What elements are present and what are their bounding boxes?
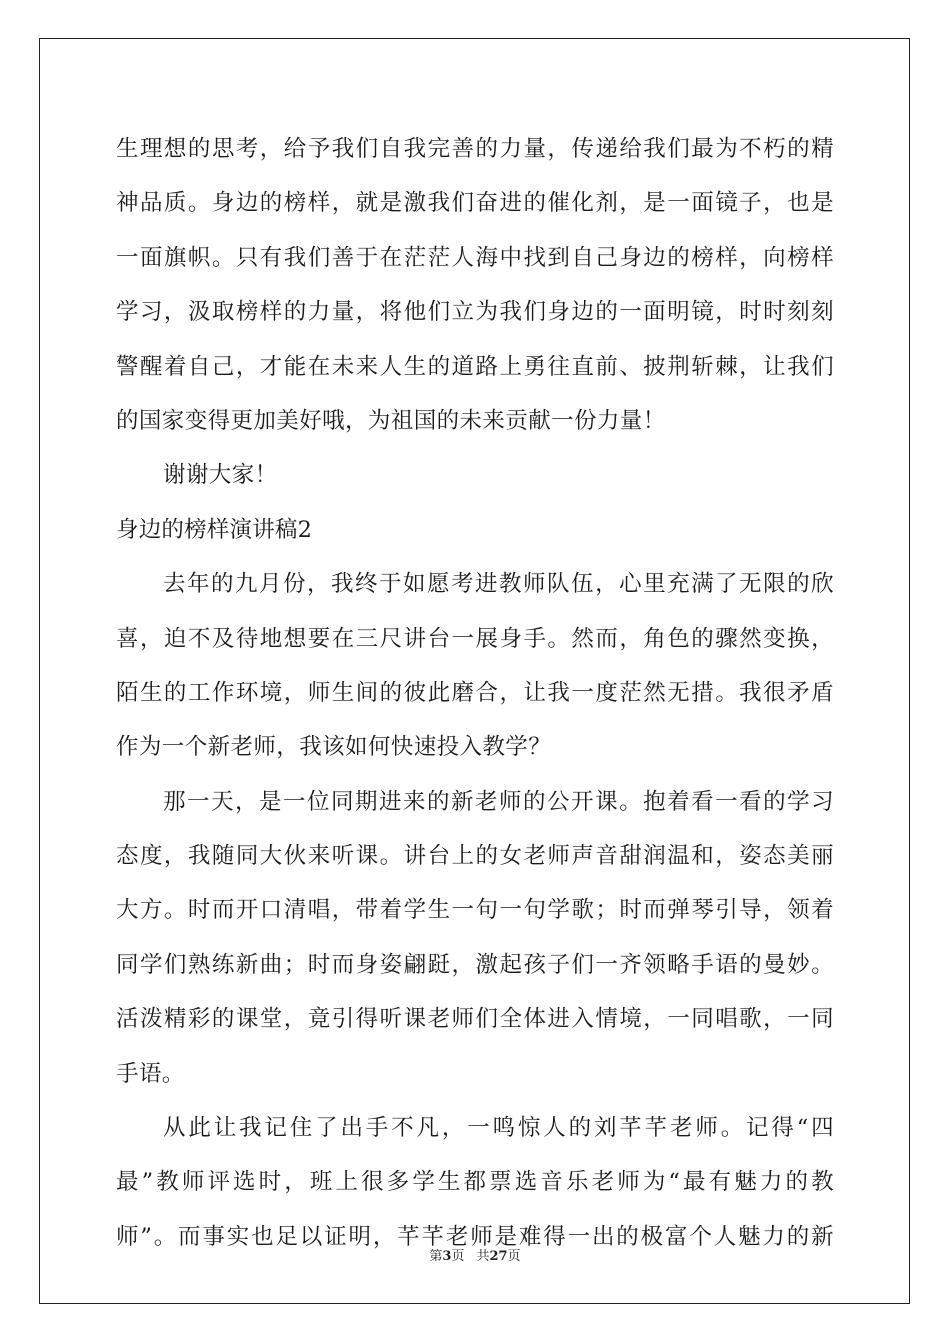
body-line: 作为一个新老师，我该如何快速投入教学？ bbox=[116, 734, 552, 761]
body-line: 从此让我记住了出手不凡，一鸣惊人的刘芊芊老师。记得“四 bbox=[163, 1115, 834, 1142]
body-line: 一面旗帜。只有我们善于在茫茫人海中找到自己身边的榜样，向榜样 bbox=[116, 244, 834, 271]
body-line: 同学们熟练新曲；时而身姿翩跹，激起孩子们一齐领略手语的曼妙。 bbox=[116, 951, 834, 978]
body-line: 态度，我随同大伙来听课。讲台上的女老师声音甜润温和，姿态美丽 bbox=[116, 843, 834, 870]
footer-page-unit: 页 bbox=[451, 1249, 465, 1264]
body-line: 师”。而事实也足以证明，芊芊老师是难得一出的极富个人魅力的新 bbox=[116, 1223, 834, 1250]
body-line: 学习，汲取榜样的力量，将他们立为我们身边的一面明镜，时时刻刻 bbox=[116, 299, 834, 326]
page-footer bbox=[0, 1245, 950, 1264]
document-body bbox=[116, 122, 834, 1264]
section-heading: 身边的榜样演讲稿2 bbox=[116, 516, 313, 543]
body-line: 谢谢大家！ bbox=[163, 462, 278, 489]
body-line: 喜，迫不及待地想要在三尺讲台一展身手。然而，角色的骤然变换， bbox=[116, 625, 834, 652]
body-line: 神品质。身边的榜样，就是激我们奋进的催化剂，是一面镜子，也是 bbox=[116, 190, 834, 217]
body-line: 手语。 bbox=[116, 1060, 185, 1087]
body-line: 的国家变得更加美好哦，为祖国的未来贡献一份力量！ bbox=[116, 407, 666, 434]
body-line: 最”教师评选时，班上很多学生都票选音乐老师为“最有魅力的教 bbox=[116, 1169, 834, 1196]
total-page-number: 27 bbox=[489, 1249, 508, 1264]
footer-total-prefix: 共 bbox=[476, 1249, 490, 1264]
body-line: 活泼精彩的课堂，竟引得听课老师们全体进入情境，一同唱歌，一同 bbox=[116, 1006, 834, 1033]
body-line: 陌生的工作环境，师生间的彼此磨合，让我一度茫然无措。我很矛盾 bbox=[116, 679, 834, 706]
body-line: 生理想的思考，给予我们自我完善的力量，传递给我们最为不朽的精 bbox=[116, 136, 834, 162]
body-line: 那一天，是一位同期进来的新老师的公开课。抱着看一看的学习 bbox=[163, 788, 834, 815]
current-page-number: 3 bbox=[442, 1249, 452, 1264]
body-line: 去年的九月份，我终于如愿考进教师队伍，心里充满了无限的欣 bbox=[163, 571, 834, 598]
footer-total-unit: 页 bbox=[507, 1249, 521, 1264]
body-line: 警醒着自己，才能在未来人生的道路上勇往直前、披荆斩棘，让我们 bbox=[116, 353, 834, 380]
footer-prefix: 第 bbox=[429, 1249, 443, 1264]
body-line: 大方。时而开口清唱，带着学生一句一句学歌；时而弹琴引导，领着 bbox=[116, 897, 834, 924]
